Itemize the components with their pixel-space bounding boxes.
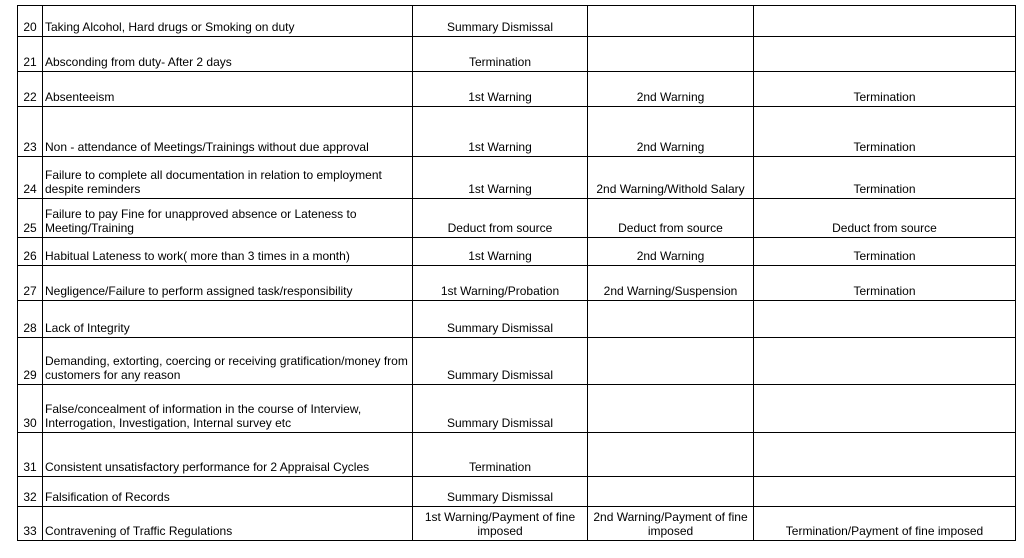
third-offence-penalty: Termination <box>754 107 1016 157</box>
third-offence-penalty <box>754 37 1016 72</box>
table-row <box>18 157 1016 199</box>
table-row <box>18 37 1016 72</box>
second-offence-penalty <box>588 6 754 37</box>
first-offence-penalty: Deduct from source <box>413 199 588 238</box>
first-offence-penalty: Summary Dismissal <box>413 385 588 433</box>
row-number: 31 <box>18 433 43 477</box>
offence-cell: Negligence/Failure to perform assigned task/responsibility <box>43 266 413 301</box>
second-offence-penalty: 2nd Warning <box>588 72 754 107</box>
row-number: 24 <box>18 157 43 199</box>
first-offence-penalty: 1st Warning <box>413 157 588 199</box>
table-row <box>18 301 1016 338</box>
second-offence-penalty: Deduct from source <box>588 199 754 238</box>
first-offence-penalty: Summary Dismissal <box>413 301 588 338</box>
first-offence-penalty: Summary Dismissal <box>413 6 588 37</box>
table-row <box>18 507 1016 541</box>
second-offence-penalty: 2nd Warning/Withold Salary <box>588 157 754 199</box>
offence-cell: Habitual Lateness to work( more than 3 times in a month) <box>43 238 413 266</box>
third-offence-penalty: Termination <box>754 72 1016 107</box>
second-offence-penalty <box>588 433 754 477</box>
table-row <box>18 6 1016 37</box>
row-number: 33 <box>18 507 43 541</box>
offence-cell: Lack of Integrity <box>43 301 413 338</box>
second-offence-penalty <box>588 385 754 433</box>
first-offence-penalty: Termination <box>413 433 588 477</box>
third-offence-penalty: Deduct from source <box>754 199 1016 238</box>
offence-cell: Non - attendance of Meetings/Trainings without due approval <box>43 107 413 157</box>
table-row <box>18 338 1016 385</box>
third-offence-penalty: Termination <box>754 266 1016 301</box>
offence-cell: Failure to complete all documentation in relation to employment despite reminders <box>43 157 413 199</box>
row-number: 21 <box>18 37 43 72</box>
table-row <box>18 433 1016 477</box>
offence-cell: Contravening of Traffic Regulations <box>43 507 413 541</box>
row-number: 27 <box>18 266 43 301</box>
offence-cell: Demanding, extorting, coercing or receiving gratification/money from customers for any reason <box>43 338 413 385</box>
row-number: 29 <box>18 338 43 385</box>
row-number: 22 <box>18 72 43 107</box>
third-offence-penalty <box>754 433 1016 477</box>
second-offence-penalty <box>588 37 754 72</box>
offence-cell: Absconding from duty- After 2 days <box>43 37 413 72</box>
first-offence-penalty: 1st Warning <box>413 72 588 107</box>
row-number: 28 <box>18 301 43 338</box>
offence-cell: Taking Alcohol, Hard drugs or Smoking on duty <box>43 6 413 37</box>
third-offence-penalty <box>754 385 1016 433</box>
second-offence-penalty: 2nd Warning/Payment of fine imposed <box>588 507 754 541</box>
offence-cell: False/concealment of information in the course of Interview, Interrogation, Investigation, Internal survey etc <box>43 385 413 433</box>
table-row <box>18 72 1016 107</box>
first-offence-penalty: 1st Warning/Payment of fine imposed <box>413 507 588 541</box>
second-offence-penalty: 2nd Warning/Suspension <box>588 266 754 301</box>
second-offence-penalty <box>588 301 754 338</box>
table-row <box>18 107 1016 157</box>
third-offence-penalty: Termination <box>754 238 1016 266</box>
offence-cell: Failure to pay Fine for unapproved absence or Lateness to Meeting/Training <box>43 199 413 238</box>
first-offence-penalty: Termination <box>413 37 588 72</box>
disciplinary-table <box>17 5 1016 541</box>
third-offence-penalty <box>754 301 1016 338</box>
row-number: 20 <box>18 6 43 37</box>
offence-cell: Absenteeism <box>43 72 413 107</box>
table-row <box>18 477 1016 507</box>
table-row <box>18 199 1016 238</box>
first-offence-penalty: Summary Dismissal <box>413 338 588 385</box>
first-offence-penalty: 1st Warning <box>413 238 588 266</box>
offence-cell: Consistent unsatisfactory performance for 2 Appraisal Cycles <box>43 433 413 477</box>
third-offence-penalty: Termination/Payment of fine imposed <box>754 507 1016 541</box>
third-offence-penalty <box>754 6 1016 37</box>
first-offence-penalty: 1st Warning <box>413 107 588 157</box>
offence-cell: Falsification of Records <box>43 477 413 507</box>
first-offence-penalty: Summary Dismissal <box>413 477 588 507</box>
third-offence-penalty <box>754 338 1016 385</box>
second-offence-penalty: 2nd Warning <box>588 107 754 157</box>
row-number: 32 <box>18 477 43 507</box>
table-row <box>18 266 1016 301</box>
second-offence-penalty: 2nd Warning <box>588 238 754 266</box>
third-offence-penalty <box>754 477 1016 507</box>
second-offence-penalty <box>588 477 754 507</box>
row-number: 26 <box>18 238 43 266</box>
first-offence-penalty: 1st Warning/Probation <box>413 266 588 301</box>
table-row <box>18 385 1016 433</box>
row-number: 25 <box>18 199 43 238</box>
row-number: 30 <box>18 385 43 433</box>
second-offence-penalty <box>588 338 754 385</box>
table-row <box>18 238 1016 266</box>
row-number: 23 <box>18 107 43 157</box>
third-offence-penalty: Termination <box>754 157 1016 199</box>
